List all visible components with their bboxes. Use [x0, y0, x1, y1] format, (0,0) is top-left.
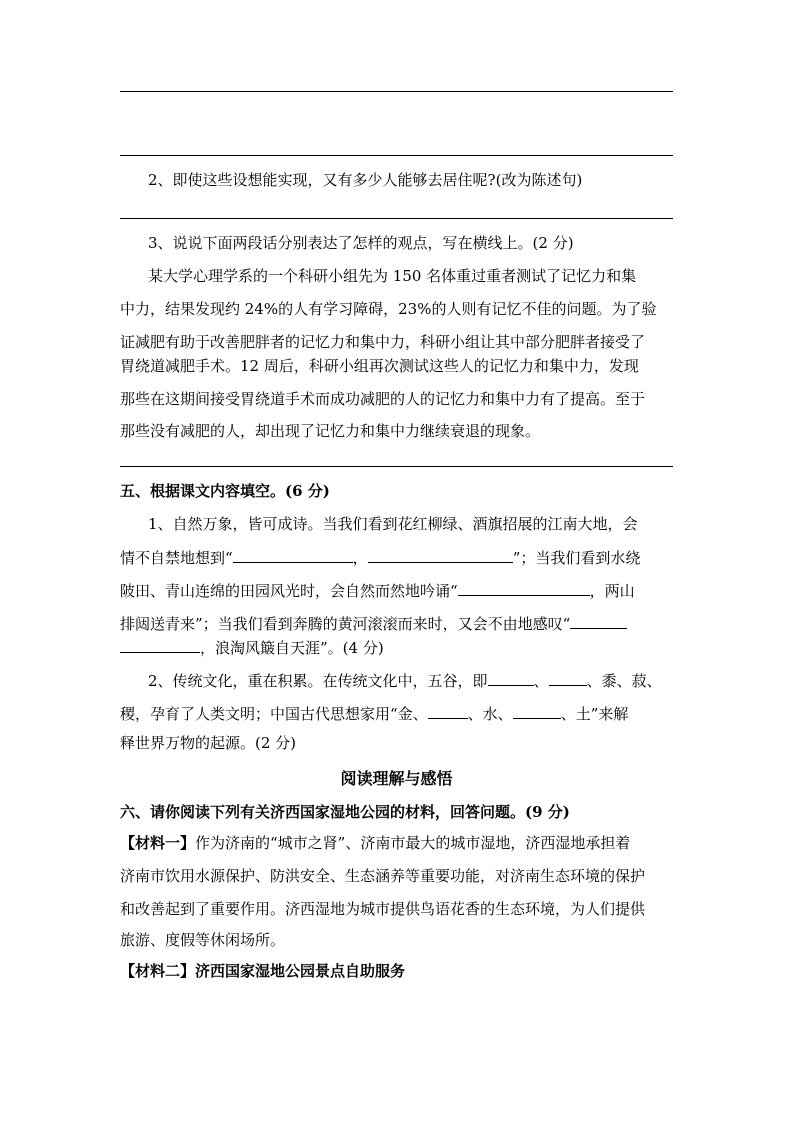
answer-line — [120, 155, 673, 156]
passage-line: 中力，结果发现约 24%的人有学习障碍，23%的人则有记忆不佳的问题。为了验 — [120, 300, 657, 318]
fill-line: 情不自禁地想到“ ， ”；当我们看到水绕 — [120, 549, 641, 567]
passage-line: 某大学心理学系的一个科研小组先为 150 名体重过重者测试了记忆力和集 — [148, 267, 637, 285]
fill-line: 释世界万物的起源。(2 分) — [120, 734, 297, 752]
fill-blank[interactable] — [549, 670, 587, 686]
section-5-heading: 五、根据课文内容填空。(6 分) — [120, 482, 330, 500]
passage-line: 胃绕道减肥手术。12 周后，科研小组再次测试这些人的记忆力和集中力，发现 — [120, 357, 639, 375]
fill-blank[interactable] — [120, 637, 200, 653]
fill-blank[interactable] — [368, 547, 513, 563]
material-1-line: 【材料一】作为济南的“城市之肾”、济南市最大的城市湿地，济西湿地承担着 — [120, 834, 631, 852]
section-6-heading: 六、请你阅读下列有关济西国家湿地公园的材料，回答问题。(9 分) — [120, 803, 570, 821]
fill-line: 2、传统文化，重在积累。在传统文化中，五谷，即 、 、黍、菽、 — [148, 672, 662, 690]
passage-line: 那些没有减肥的人，却出现了记忆力和集中力继续衰退的现象。 — [120, 422, 541, 440]
passage-line: 那些在这期间接受胃绕道手术而成功减肥的人的记忆力和集中力有了提高。至于 — [120, 390, 646, 408]
passage-line: 证减肥有助于改善肥胖者的记忆力和集中力，科研小组让其中部分肥胖者接受了 — [120, 333, 646, 351]
material-2-heading: 【材料二】济西国家湿地公园景点自助服务 — [120, 962, 406, 980]
fill-line: 排闼送青来”；当我们看到奔腾的黄河滚滚而来时，又会不由地感叹“ — [120, 613, 680, 634]
fill-line: 陂田、青山连绵的田园风光时，会自然而然地吟诵“ ，两山 — [120, 582, 635, 600]
answer-line — [120, 218, 673, 219]
material-1-label: 【材料一】 — [120, 834, 196, 852]
fill-blank[interactable] — [233, 547, 353, 563]
fill-blank[interactable] — [513, 703, 561, 719]
answer-line — [120, 91, 673, 92]
part-title: 阅读理解与感悟 — [340, 769, 453, 788]
fill-line: 1、自然万象，皆可成诗。当我们看到花红柳绿、酒旗招展的江南大地，会 — [148, 515, 638, 533]
question-3-prompt: 3、说说下面两段话分别表达了怎样的观点，写在横线上。(2 分) — [148, 234, 574, 252]
fill-blank[interactable] — [428, 703, 468, 719]
question-2: 2、即使这些设想能实现，又有多少人能够去居住呢?(改为陈述句) — [148, 171, 583, 189]
answer-line — [120, 466, 673, 467]
fill-line: 稷，孕育了人类文明；中国古代思想家用“金、 、水、 、土”来解 — [120, 705, 629, 723]
fill-blank[interactable] — [458, 580, 590, 596]
material-line: 和改善起到了重要作用。济西湿地为城市提供鸟语花香的生态环境，为人们提供 — [120, 900, 646, 918]
fill-blank[interactable] — [570, 613, 627, 629]
fill-line: ，浪淘风簸自天涯”。(4 分) — [120, 637, 680, 658]
material-line: 旅游、度假等休闲场所。 — [120, 931, 286, 949]
fill-blank[interactable] — [488, 670, 534, 686]
material-line: 济南市饮用水源保护、防洪安全、生态涵养等重要功能，对济南生态环境的保护 — [120, 867, 646, 885]
